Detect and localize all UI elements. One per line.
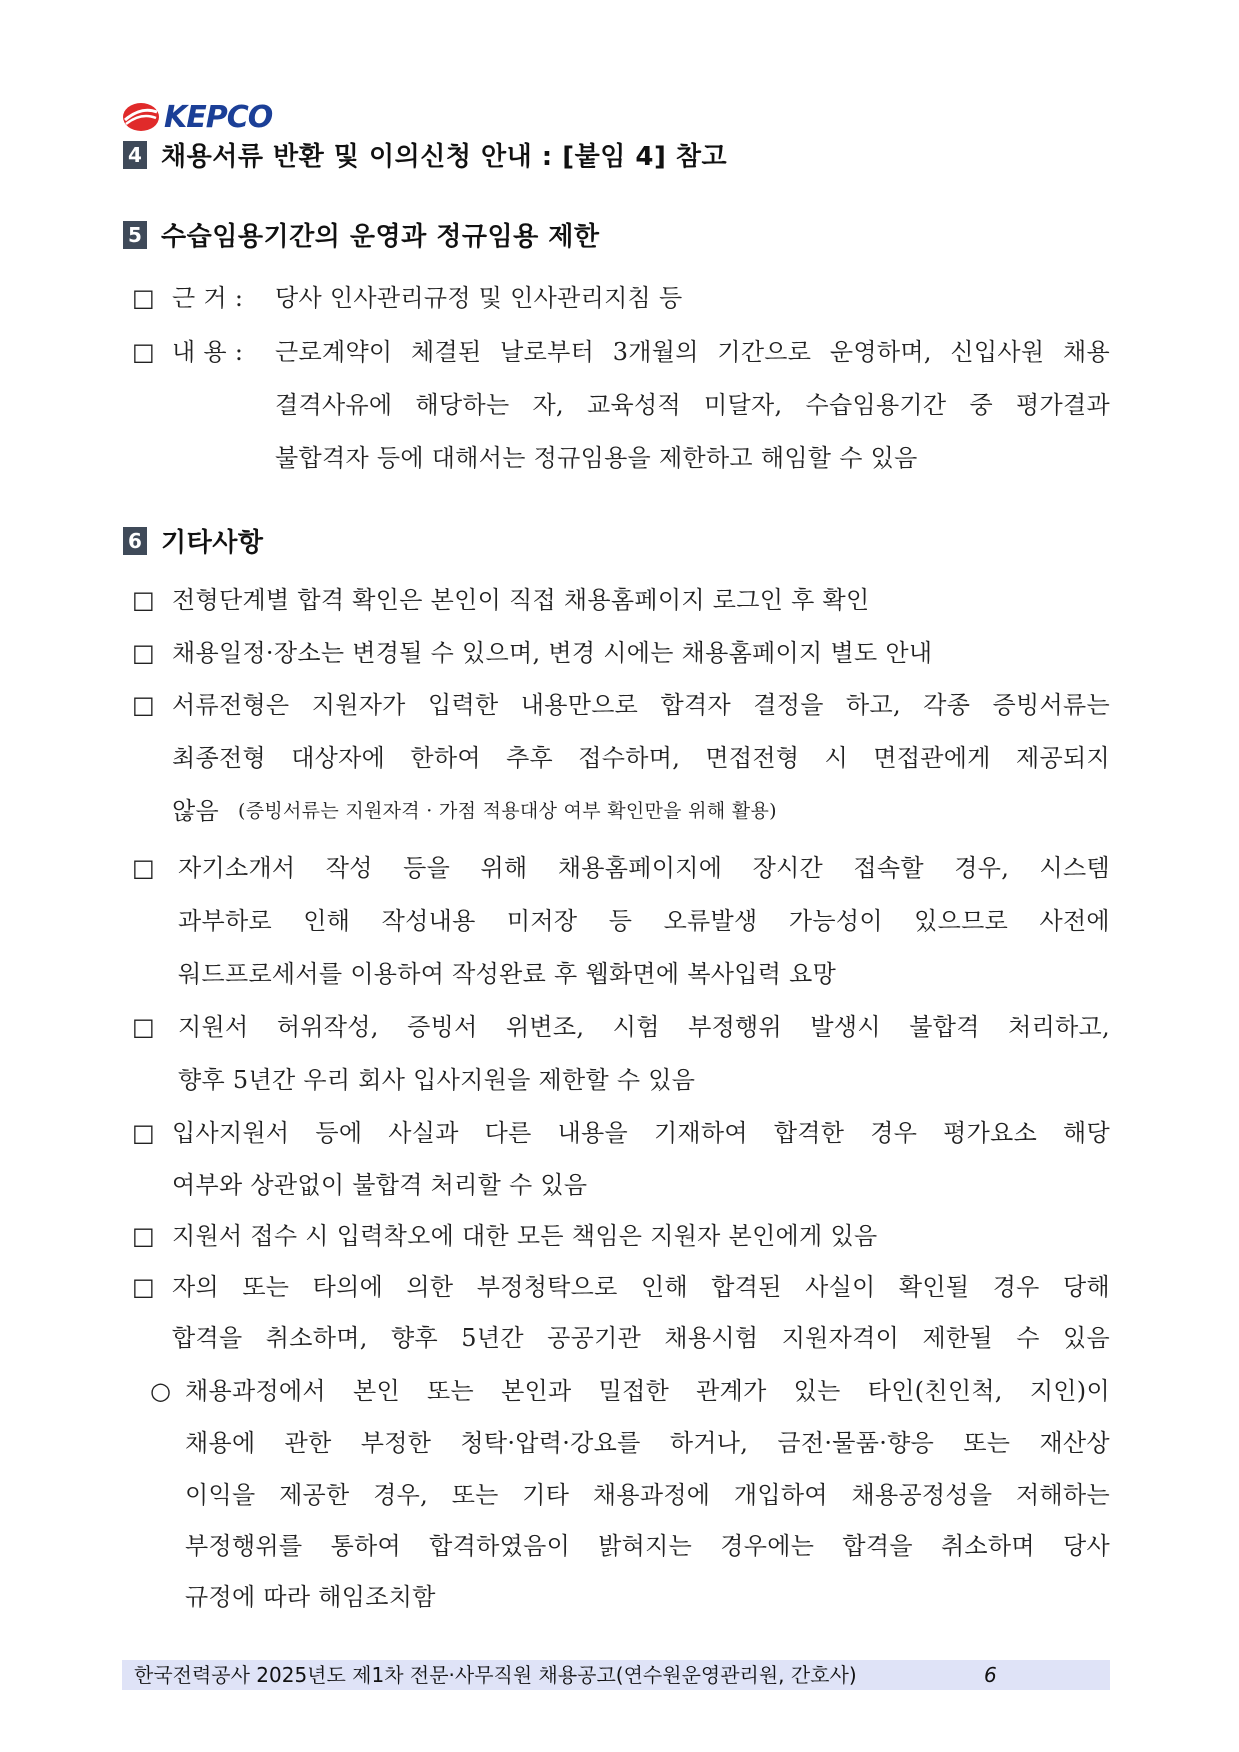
word: 하고, [846, 691, 901, 719]
word: 본인과 [501, 1377, 572, 1405]
word: 이익을 [185, 1481, 256, 1509]
word: 경우, [373, 1481, 429, 1509]
word: 당해 [1063, 1273, 1110, 1301]
word: 자의 [172, 1273, 219, 1301]
list-item: 여부와 상관없이 불합격 처리할 수 있음 [172, 1171, 588, 1199]
checkbox-bullet: □ [132, 1273, 155, 1301]
word: 기재하여 [653, 1119, 748, 1147]
word: 면접관에게 [873, 744, 991, 772]
word: 제한될 [922, 1324, 993, 1352]
checkbox-bullet: □ [132, 284, 155, 312]
word: 내용만으로 [520, 691, 639, 719]
word: 대상자에 [291, 744, 386, 772]
list-item: 않음 [172, 797, 219, 825]
word: 미저장 [506, 907, 578, 935]
word: 자, [532, 391, 564, 419]
word: 장시간 [752, 854, 824, 882]
word: 있음 [1063, 1324, 1110, 1352]
word: 부정행위 [688, 1013, 783, 1041]
list-item: 채용일정·장소는 변경될 수 있으며, 변경 시에는 채용홈페이지 별도 안내 [172, 639, 933, 667]
word: 서류전형은 [172, 691, 290, 719]
word: 부정행위를 [185, 1532, 303, 1560]
word: 금전·물품·향응 [777, 1429, 935, 1457]
section-number: 6 [123, 527, 147, 555]
word: 입력한 [427, 691, 499, 719]
sub-item: 규정에 따라 해임조치함 [185, 1583, 436, 1611]
word: 경우 [992, 1273, 1040, 1301]
word: 허위작성, [276, 1013, 379, 1041]
word: 합격을 [842, 1532, 913, 1560]
word: 당사 [1063, 1532, 1110, 1560]
word: 미달자, [704, 391, 783, 419]
word: 등 [608, 907, 633, 935]
word: 합격을 [172, 1324, 243, 1352]
word: 부정한 [360, 1429, 432, 1457]
word: 내용을 [557, 1119, 629, 1147]
word: 평가요소 [943, 1119, 1038, 1147]
word: 취소하며 [940, 1532, 1035, 1560]
word: 등에 [315, 1119, 363, 1147]
word: 확인될 [898, 1273, 970, 1301]
footer-text: 한국전력공사 2025년도 제1차 전문·사무직원 채용공고(연수원운영관리원, 간호사) [134, 1663, 857, 1687]
word: 한하여 [410, 744, 481, 772]
word: 운영하며, [829, 338, 932, 366]
content-label: 내 용 : [172, 338, 244, 366]
word: 합격된 [711, 1273, 782, 1301]
word: 하거나, [669, 1429, 749, 1457]
word: 향후 [390, 1324, 438, 1352]
word: 증빙서 [407, 1013, 478, 1041]
word: 자기소개서 [178, 854, 296, 882]
list-item: 향후 5년간 우리 회사 입사지원을 제한할 수 있음 [178, 1066, 696, 1094]
word: 접수하며, [578, 744, 681, 772]
word: 밀접한 [598, 1377, 670, 1405]
word: 지원자가 [311, 691, 406, 719]
word: 시 [824, 744, 849, 772]
word: 또는 [963, 1429, 1011, 1457]
content-line: 불합격자 등에 대해서는 정규임용을 제한하고 해임할 수 있음 [275, 444, 918, 472]
word: 시험 [612, 1013, 660, 1041]
note-text: (증빙서류는 지원자격 · 가점 적용대상 여부 확인만을 위해 활용) [238, 800, 777, 822]
word: 취소하며, [265, 1324, 368, 1352]
word: 경우, [954, 854, 1010, 882]
word: 등을 [403, 854, 451, 882]
word: 또는 [427, 1377, 474, 1405]
word: 재산상 [1039, 1429, 1110, 1457]
page-footer [122, 1660, 1110, 1690]
word: 제공한 [279, 1481, 350, 1509]
word: 처리하고, [1008, 1013, 1110, 1041]
list-item: 워드프로세서를 이용하여 작성완료 후 웹화면에 복사입력 요망 [178, 960, 837, 988]
basis-label: 근 거 : [172, 284, 244, 312]
word: 수습임용기간 [805, 391, 947, 419]
circle-bullet: ○ [150, 1377, 172, 1405]
word: 또는 [242, 1273, 290, 1301]
word: 채용과정에 [592, 1481, 711, 1509]
word: 제공되지 [1016, 744, 1110, 772]
list-item [172, 1118, 1110, 1148]
list-item [178, 853, 1110, 883]
word: 지원서 [178, 1013, 249, 1041]
list-item: 지원서 접수 시 입력착오에 대한 모든 책임은 지원자 본인에게 있음 [172, 1222, 878, 1250]
word: 지인)이 [1029, 1377, 1110, 1405]
word: 날로부터 [500, 338, 595, 366]
word: 있는 [793, 1377, 841, 1405]
word: 또는 [451, 1481, 499, 1509]
word: 채용홈페이지에 [557, 854, 723, 882]
checkbox-bullet: □ [132, 1013, 155, 1041]
sub-item [185, 1531, 1110, 1561]
section-5-heading [123, 216, 600, 253]
list-item [172, 1272, 1110, 1302]
word: 인해 [640, 1273, 688, 1301]
word: 채용에 [185, 1429, 256, 1457]
word: 오류발생 [663, 907, 758, 935]
word: 결격사유에 [275, 391, 393, 419]
list-item [172, 690, 1110, 720]
checkbox-bullet: □ [132, 338, 155, 366]
checkbox-bullet: □ [132, 586, 155, 614]
word: 수 [1016, 1324, 1040, 1352]
section-title: 기타사항 [161, 528, 264, 558]
word: 면접전형 [705, 744, 800, 772]
list-item [178, 1012, 1110, 1042]
word: 경우에는 [720, 1532, 815, 1560]
word: 신입사원 [950, 338, 1045, 366]
section-number: 5 [123, 221, 147, 249]
word: 개입하여 [733, 1481, 828, 1509]
word: 채용과정에서 [185, 1377, 326, 1405]
sub-item [185, 1428, 1110, 1458]
word: 관한 [284, 1429, 332, 1457]
word: 밝혀지는 [598, 1532, 693, 1560]
word: 지원자격이 [781, 1324, 900, 1352]
word: 본인 [352, 1377, 400, 1405]
list-item: 전형단계별 합격 확인은 본인이 직접 채용홈페이지 로그인 후 확인 [172, 586, 870, 614]
basis-text: 당사 인사관리규정 및 인사관리지침 등 [275, 284, 683, 312]
word: 기타 [522, 1481, 570, 1509]
word: 사실이 [805, 1273, 876, 1301]
word: 있으므로 [914, 907, 1009, 935]
section-4-heading [123, 136, 727, 173]
section-6-heading [123, 522, 263, 559]
word: 체결된 [411, 338, 482, 366]
checkbox-bullet: □ [132, 1222, 155, 1250]
word: 가능성이 [788, 907, 883, 935]
sub-item [185, 1376, 1110, 1406]
list-item [172, 743, 1110, 773]
word: 중 [969, 391, 993, 419]
word: 최종전형 [172, 744, 266, 772]
word: 각종 [923, 691, 971, 719]
word: 해당 [1063, 1119, 1110, 1147]
word: 부정청탁으로 [476, 1273, 618, 1301]
word: 타의에 [312, 1273, 384, 1301]
word: 평가결과 [1016, 391, 1110, 419]
word: 발생시 [810, 1013, 881, 1041]
word: 불합격 [909, 1013, 980, 1041]
word: 관계가 [696, 1377, 767, 1405]
word: 경우 [870, 1119, 918, 1147]
word: 채용 [1062, 338, 1110, 366]
checkbox-bullet: □ [132, 639, 155, 667]
word: 작성 [325, 854, 373, 882]
word: 공공기관 [547, 1324, 642, 1352]
word: 합격자 [660, 691, 731, 719]
section-title: 수습임용기간의 운영과 정규임용 제한 [161, 222, 600, 252]
section-number: 4 [123, 141, 147, 169]
kepco-logo [122, 100, 272, 134]
word: 인해 [303, 907, 351, 935]
word: 3개월의 [612, 338, 699, 366]
word: 근로계약이 [275, 338, 393, 366]
word: 다른 [484, 1119, 532, 1147]
checkbox-bullet: □ [132, 691, 155, 719]
word: 채용시험 [664, 1324, 759, 1352]
word: 의한 [406, 1273, 454, 1301]
list-item [178, 906, 1110, 936]
word: 저해하는 [1016, 1481, 1110, 1509]
word: 기간으로 [717, 338, 812, 366]
word: 사전에 [1039, 907, 1110, 935]
word: 작성내용 [381, 907, 476, 935]
word: 위변조, [505, 1013, 585, 1041]
section-title: 채용서류 반환 및 이의신청 안내 : [붙임 4] 참고 [161, 142, 728, 172]
word: 합격한 [773, 1119, 845, 1147]
kepco-emblem-icon [122, 102, 160, 132]
word: 채용공정성을 [851, 1481, 993, 1509]
word: 과부하로 [178, 907, 272, 935]
checkbox-bullet: □ [132, 1119, 155, 1147]
word: 사실과 [388, 1119, 459, 1147]
content-line [275, 390, 1110, 420]
word: 해당하는 [415, 391, 510, 419]
checkbox-bullet: □ [132, 854, 155, 882]
word: 증빙서류는 [992, 691, 1110, 719]
list-item [172, 1323, 1110, 1353]
content-line [275, 337, 1110, 367]
word: 위해 [480, 854, 528, 882]
sub-item [185, 1480, 1110, 1510]
word: 5년간 [461, 1324, 524, 1352]
word: 입사지원서 [172, 1119, 290, 1147]
word: 접속할 [853, 854, 924, 882]
word: 결정을 [753, 691, 824, 719]
word: 타인(친인척, [867, 1377, 1003, 1405]
word: 합격하였음이 [429, 1532, 571, 1560]
word: 통하여 [330, 1532, 402, 1560]
word: 시스템 [1039, 854, 1110, 882]
word: 교육성적 [587, 391, 681, 419]
page-number: 6 [984, 1663, 997, 1687]
logo-text: KEPCO [164, 99, 273, 135]
word: 추후 [506, 744, 554, 772]
word: 청탁·압력·강요를 [460, 1429, 641, 1457]
